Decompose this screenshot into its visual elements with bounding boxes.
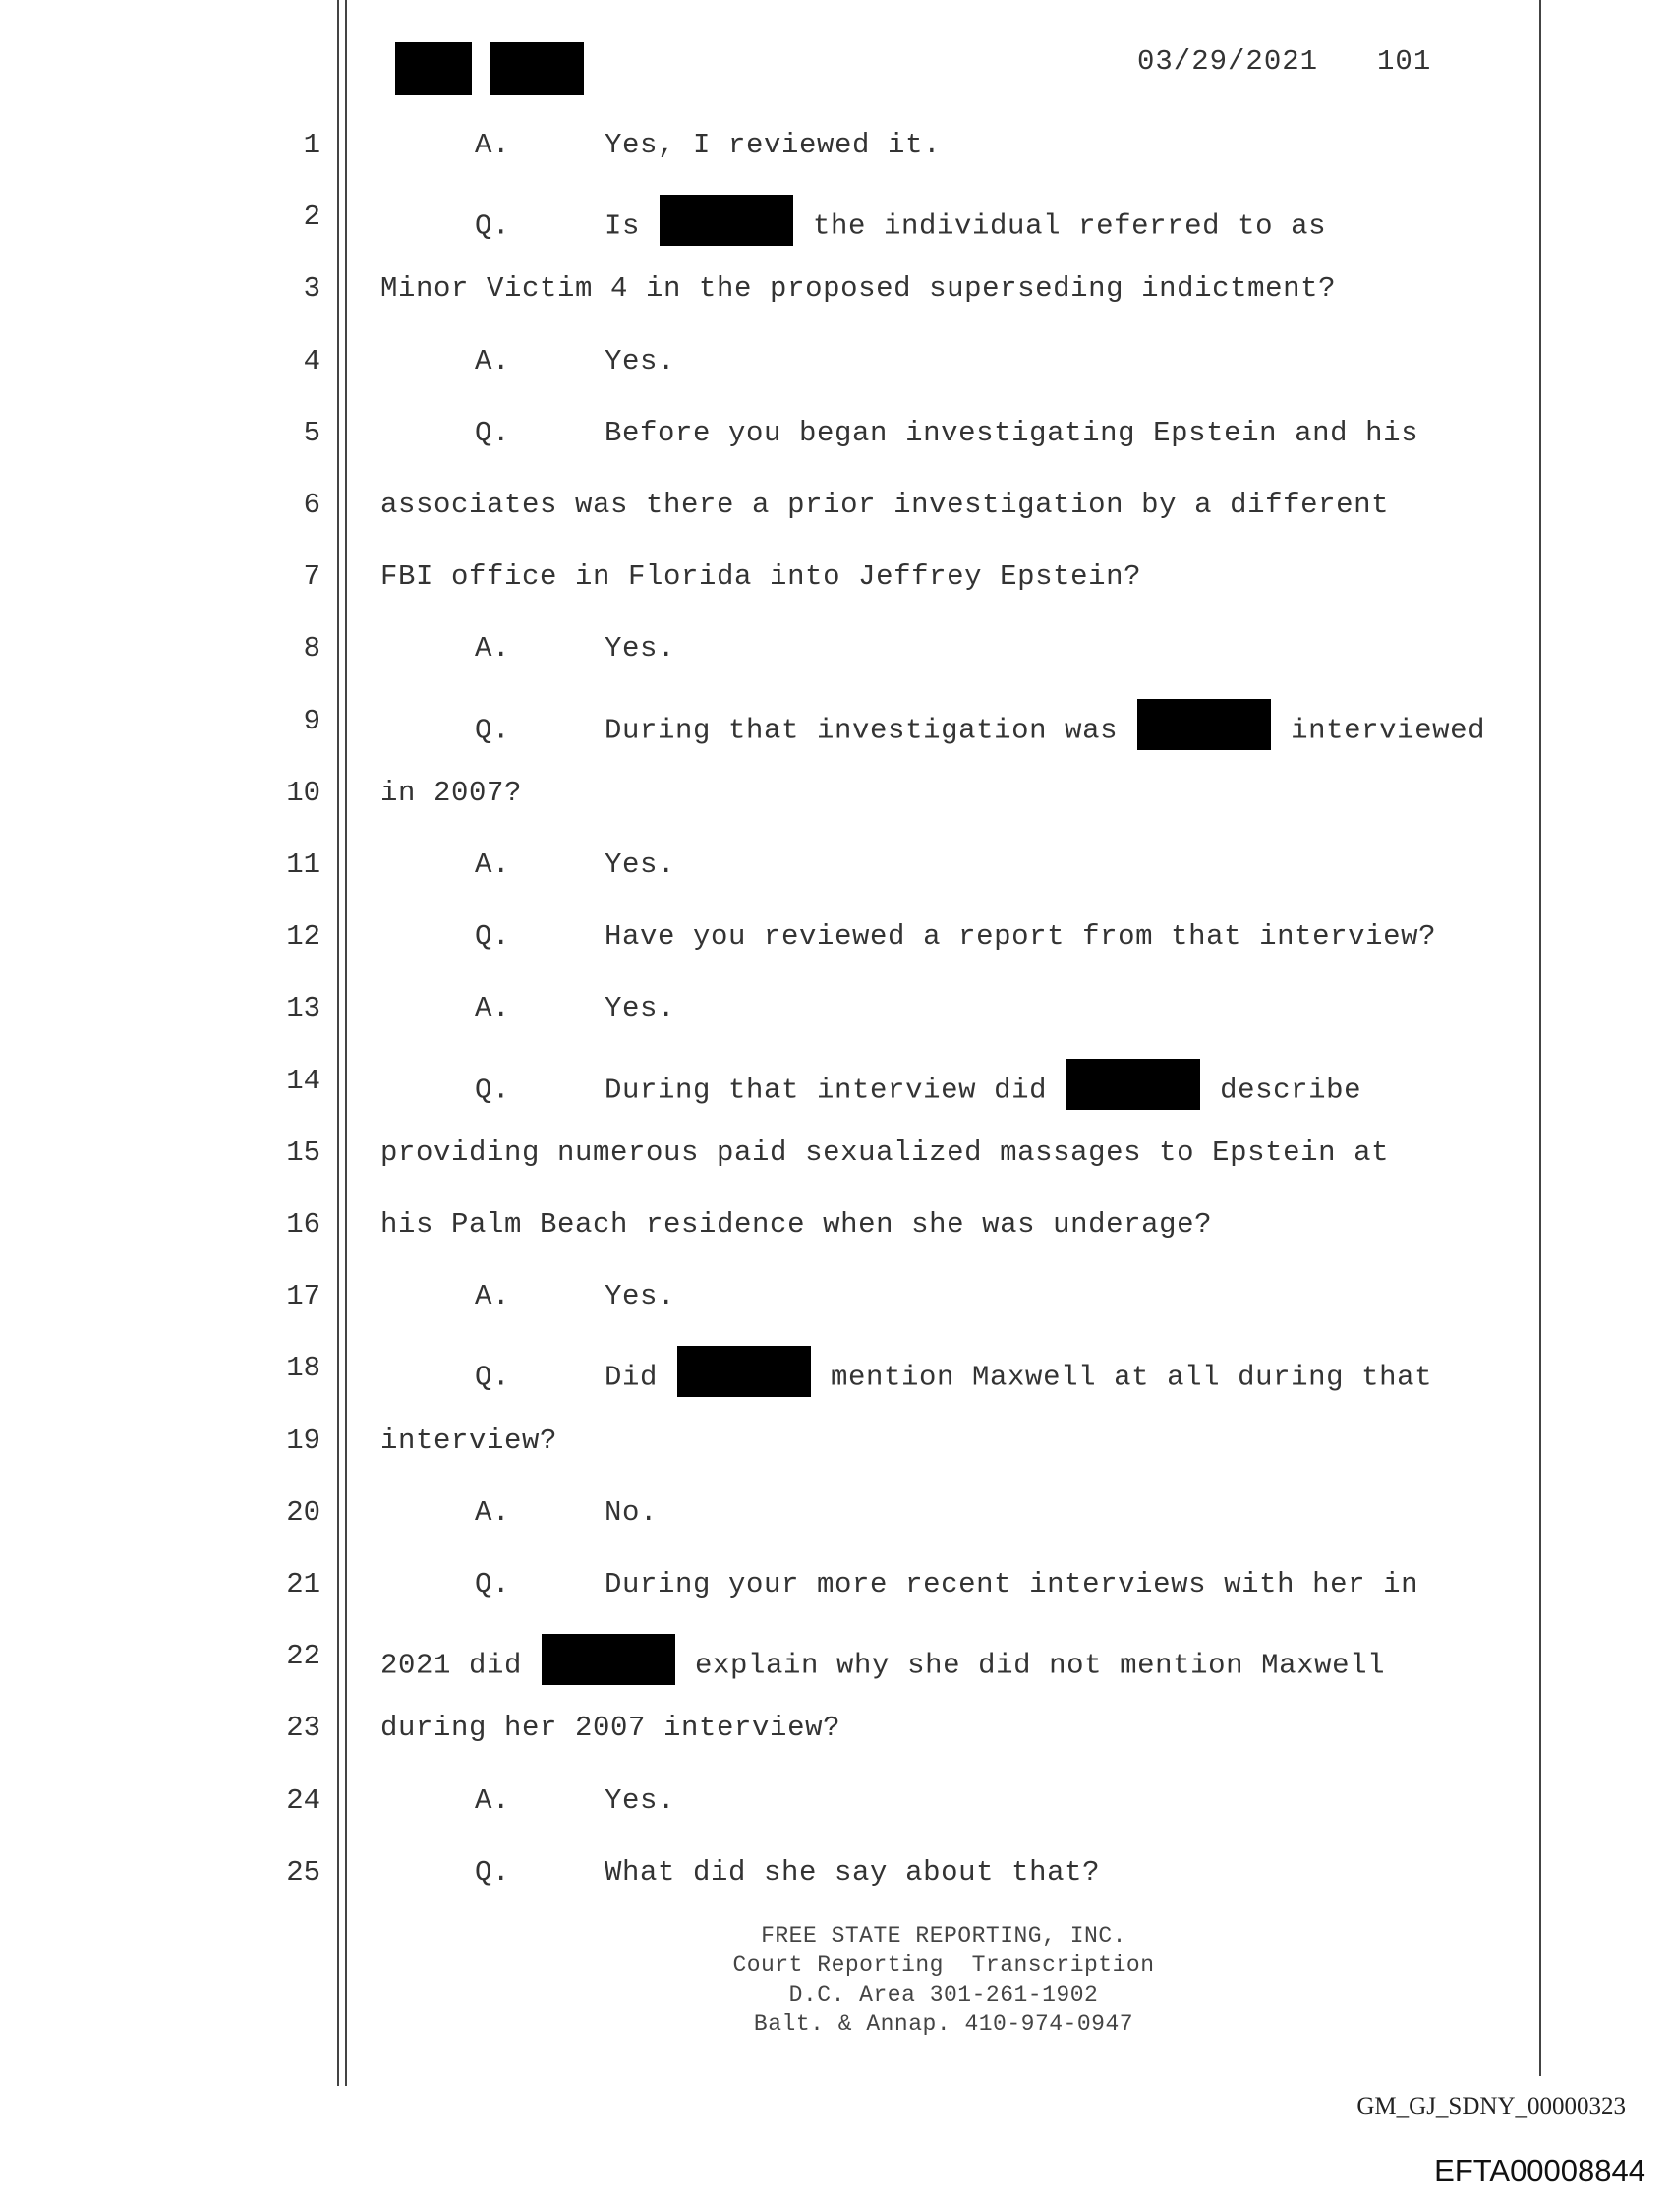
line-text-segment: associates was there a prior investigation by a different: [380, 489, 1390, 521]
line-text-segment: A.: [475, 1280, 511, 1312]
footer-services: Court Reporting Transcription: [732, 1952, 1155, 1978]
transcript-line: [380, 1136, 1389, 1169]
line-text-segment: What did she say about that?: [605, 1856, 1101, 1889]
transcript-line: [380, 992, 675, 1024]
line-text-segment: Yes.: [605, 1784, 676, 1817]
line-number: 14: [286, 1065, 320, 1097]
right-margin-rule: [1539, 0, 1541, 2076]
footer-dc-phone: D.C. Area 301-261-1902: [788, 1982, 1099, 2008]
transcript-line: [380, 632, 675, 665]
line-number: 10: [286, 777, 320, 809]
line-text-segment: During that investigation was: [605, 714, 1119, 747]
line-text-segment: Q.: [475, 714, 511, 747]
header-redaction-2: [490, 42, 584, 95]
line-text-segment: Yes.: [605, 992, 676, 1024]
line-text-segment: A.: [475, 1496, 511, 1529]
bates-number: GM_GJ_SDNY_00000323: [1356, 2093, 1626, 2120]
line-text-segment: Have you reviewed a report from that interview?: [605, 920, 1437, 953]
line-text-segment: Did: [605, 1361, 659, 1394]
line-text-segment: his Palm Beach residence when she was underage?: [380, 1208, 1213, 1241]
line-number: 5: [303, 417, 320, 449]
line-text-segment: providing numerous paid sexualized massages to Epstein at: [380, 1136, 1390, 1169]
line-text-segment: Yes.: [605, 848, 676, 881]
line-text-segment: A.: [475, 992, 511, 1024]
line-number: 3: [303, 272, 320, 305]
line-text-segment: interviewed: [1291, 714, 1486, 747]
transcript-line: [380, 705, 1485, 756]
footer-balt-phone: Balt. & Annap. 410-974-0947: [753, 2011, 1134, 2037]
line-number: 2: [303, 201, 320, 233]
transcript-date: 03/29/2021: [1137, 45, 1319, 78]
line-text-segment: Q.: [475, 209, 511, 243]
line-text-segment: A.: [475, 1784, 511, 1817]
transcript-line: [380, 1856, 1100, 1889]
line-number: 24: [286, 1784, 320, 1817]
line-text-segment: interview?: [380, 1425, 558, 1457]
line-text-segment: Minor Victim 4 in the proposed superseding indictment?: [380, 272, 1337, 305]
line-number: 20: [286, 1496, 320, 1529]
line-text-segment: During that interview did: [605, 1074, 1048, 1107]
line-text-segment: in 2007?: [380, 777, 523, 809]
transcript-line: [380, 201, 1326, 252]
line-text-segment: Q.: [475, 417, 511, 449]
line-text-segment: describe: [1220, 1074, 1362, 1107]
transcript-line: [380, 345, 675, 378]
line-text-segment: No.: [605, 1496, 659, 1529]
page-number: 101: [1377, 45, 1432, 78]
line-number: 9: [303, 705, 320, 737]
line-number: 21: [286, 1568, 320, 1601]
left-margin-rule-outer: [337, 0, 339, 2086]
transcript-line: [380, 1640, 1385, 1691]
line-number: 12: [286, 920, 320, 953]
line-number: 6: [303, 489, 320, 521]
line-text-segment: During your more recent interviews with her in: [605, 1568, 1419, 1601]
redaction-box: [1066, 1059, 1200, 1110]
line-text-segment: the individual referred to as: [813, 209, 1327, 243]
line-number: 7: [303, 560, 320, 593]
line-text-segment: Q.: [475, 1568, 511, 1601]
transcript-line: [380, 1712, 840, 1744]
line-text-segment: explain why she did not mention Maxwell: [695, 1649, 1386, 1682]
page-header: [1137, 45, 1431, 78]
line-number: 13: [286, 992, 320, 1024]
line-text-segment: FBI office in Florida into Jeffrey Epstein?: [380, 560, 1142, 593]
line-text-segment: A.: [475, 848, 511, 881]
transcript-line: [380, 1065, 1361, 1116]
left-margin-rule-inner: [345, 0, 347, 2086]
line-text-segment: Is: [605, 209, 641, 243]
redaction-box: [677, 1346, 811, 1397]
line-text-segment: A.: [475, 632, 511, 665]
line-number: 15: [286, 1136, 320, 1169]
line-text-segment: Yes.: [605, 632, 676, 665]
line-text-segment: Yes.: [605, 1280, 676, 1312]
line-number: 4: [303, 345, 320, 378]
transcript-line: [380, 1496, 658, 1529]
transcript-line: [380, 272, 1336, 305]
transcript-line: [380, 129, 941, 161]
transcript-line: [380, 560, 1141, 593]
line-text-segment: Q.: [475, 920, 511, 953]
line-text-segment: Before you began investigating Epstein and his: [605, 417, 1419, 449]
transcript-line: [380, 1568, 1418, 1601]
line-number: 25: [286, 1856, 320, 1889]
redaction-box: [542, 1634, 675, 1685]
line-text-segment: 2021 did: [380, 1649, 523, 1682]
line-number: 17: [286, 1280, 320, 1312]
line-number: 18: [286, 1352, 320, 1384]
transcript-line: [380, 489, 1389, 521]
line-text-segment: Q.: [475, 1856, 511, 1889]
transcript-line: [380, 1352, 1432, 1403]
line-number: 19: [286, 1425, 320, 1457]
redaction-box: [660, 195, 793, 246]
footer-company: FREE STATE REPORTING, INC.: [761, 1923, 1126, 1949]
reporter-footer: [590, 1921, 1297, 2039]
line-number: 23: [286, 1712, 320, 1744]
line-number: 1: [303, 129, 320, 161]
transcript-line: [380, 920, 1436, 953]
line-number: 11: [286, 848, 320, 881]
line-number: 22: [286, 1640, 320, 1672]
header-redaction-1: [395, 42, 472, 95]
line-number: 16: [286, 1208, 320, 1241]
line-text-segment: during her 2007 interview?: [380, 1712, 841, 1744]
line-number: 8: [303, 632, 320, 665]
transcript-line: [380, 777, 522, 809]
transcript-line: [380, 848, 675, 881]
transcript-line: [380, 1425, 557, 1457]
efta-number: EFTA00008844: [1434, 2153, 1645, 2187]
line-text-segment: A.: [475, 129, 511, 161]
transcript-line: [380, 1208, 1212, 1241]
transcript-line: [380, 417, 1418, 449]
transcript-line: [380, 1280, 675, 1312]
line-text-segment: Yes, I reviewed it.: [605, 129, 942, 161]
line-text-segment: Q.: [475, 1074, 511, 1107]
line-text-segment: A.: [475, 345, 511, 378]
redaction-box: [1137, 699, 1271, 750]
line-text-segment: Q.: [475, 1361, 511, 1394]
line-text-segment: Yes.: [605, 345, 676, 378]
transcript-line: [380, 1784, 675, 1817]
line-text-segment: mention Maxwell at all during that: [831, 1361, 1433, 1394]
